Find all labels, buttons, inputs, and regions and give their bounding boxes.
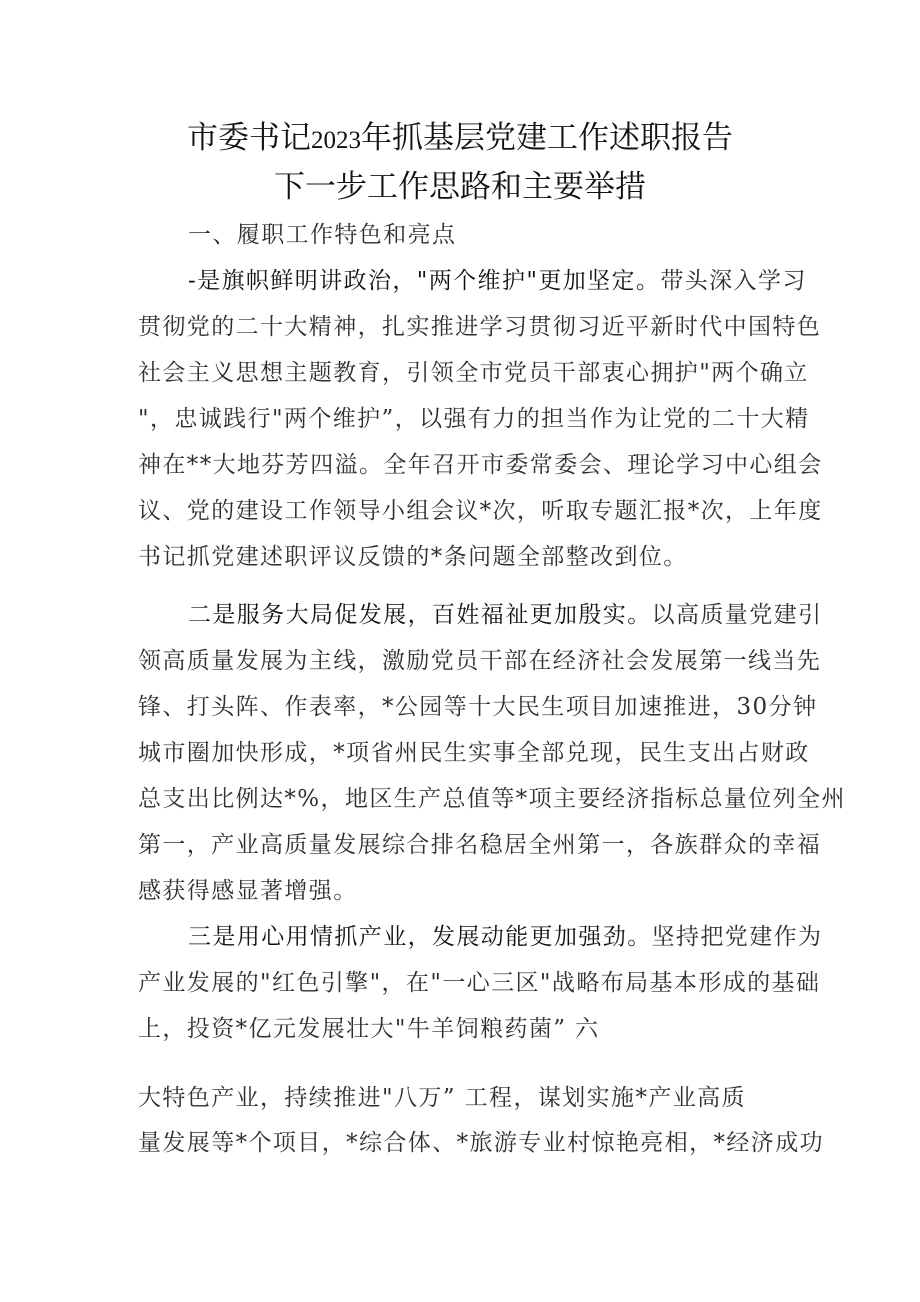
paragraph-2-line-3: 锋、打头阵、作表率，*公园等十大民生项目加速推进，30分钟: [138, 694, 818, 720]
paragraph-text: 坚持把党建作为: [651, 924, 823, 950]
paragraph-3-line-3: 上，投资*亿元发展壮大"牛羊饲粮药菌” 六: [138, 1016, 600, 1042]
paragraph-1-line-7: 书记抓党建述职评议反馈的*条问题全部整改到位。: [138, 544, 688, 570]
paragraph-3-line-2: 产业发展的"红色引擎"，在"一心三区"战略布局基本形成的基础: [138, 970, 821, 996]
paragraph-3-lead: 三是用心用情抓产业，发展动能更加强劲。: [188, 924, 652, 950]
title-suffix: 年抓基层党建工作述职报告: [361, 120, 733, 156]
paragraph-3-line-5: 量发展等*个项目，*综合体、*旅游专业村惊艳亮相，*经济成功: [138, 1130, 824, 1156]
paragraph-2-line-6: 第一，产业高质量发展综合排名稳居全州第一，各族群众的幸福: [138, 832, 822, 858]
paragraph-3-line-4: 大特色产业，持续推进"八万” 工程，谋划实施*产业高质: [138, 1085, 746, 1111]
document-title-line2: 下一步工作思路和主要举措: [274, 169, 646, 205]
paragraph-1-line-4: "，忠诚践行"两个维护”，以强有力的担当作为让党的二十大精: [138, 406, 810, 432]
title-year: 2023: [311, 127, 361, 154]
paragraph-1-line-6: 议、党的建设工作领导小组会议*次，听取专题汇报*次，上年度: [138, 498, 823, 524]
paragraph-2-line-7: 感获得感显著增强。: [138, 878, 358, 904]
paragraph-1-line-1: [188, 266, 848, 296]
paragraph-1-line-3: 社会主义思想主题教育，引领全市党员干部衷心拥护"两个确立: [138, 360, 809, 386]
paragraph-1-lead: -是旗帜鲜明讲政治，"两个维护"更加坚定。: [188, 268, 661, 294]
paragraph-3-line-1: [188, 922, 848, 952]
document-title-line1: [0, 112, 920, 157]
paragraph-2-line-4: 城市圈加快形成，*项省州民生实事全部兑现，民生支出占财政: [138, 740, 810, 766]
paragraph-2-lead: 二是服务大局促发展，百姓福祉更加殷实。: [188, 602, 652, 628]
paragraph-2-line-5: 总支出比例达*%，地区生产总值等*项主要经济指标总量位列全州: [138, 786, 846, 812]
title-prefix: 市委书记: [187, 120, 311, 156]
paragraph-2-line-2: 领高质量发展为主线，激励党员干部在经济社会发展第一线当先: [138, 648, 822, 674]
paragraph-text: 以高质量党建引: [651, 602, 823, 628]
paragraph-2-line-1: [188, 600, 848, 630]
paragraph-text: 带头深入学习: [660, 268, 807, 294]
paragraph-1-line-5: 神在**大地芬芳四溢。全年召开市委常委会、理论学习中心组会: [138, 452, 823, 478]
paragraph-1-line-2: 贯彻党的二十大精神，扎实推进学习贯彻习近平新时代中国特色: [138, 314, 822, 340]
section-heading: 一、履职工作特色和亮点: [188, 222, 457, 248]
